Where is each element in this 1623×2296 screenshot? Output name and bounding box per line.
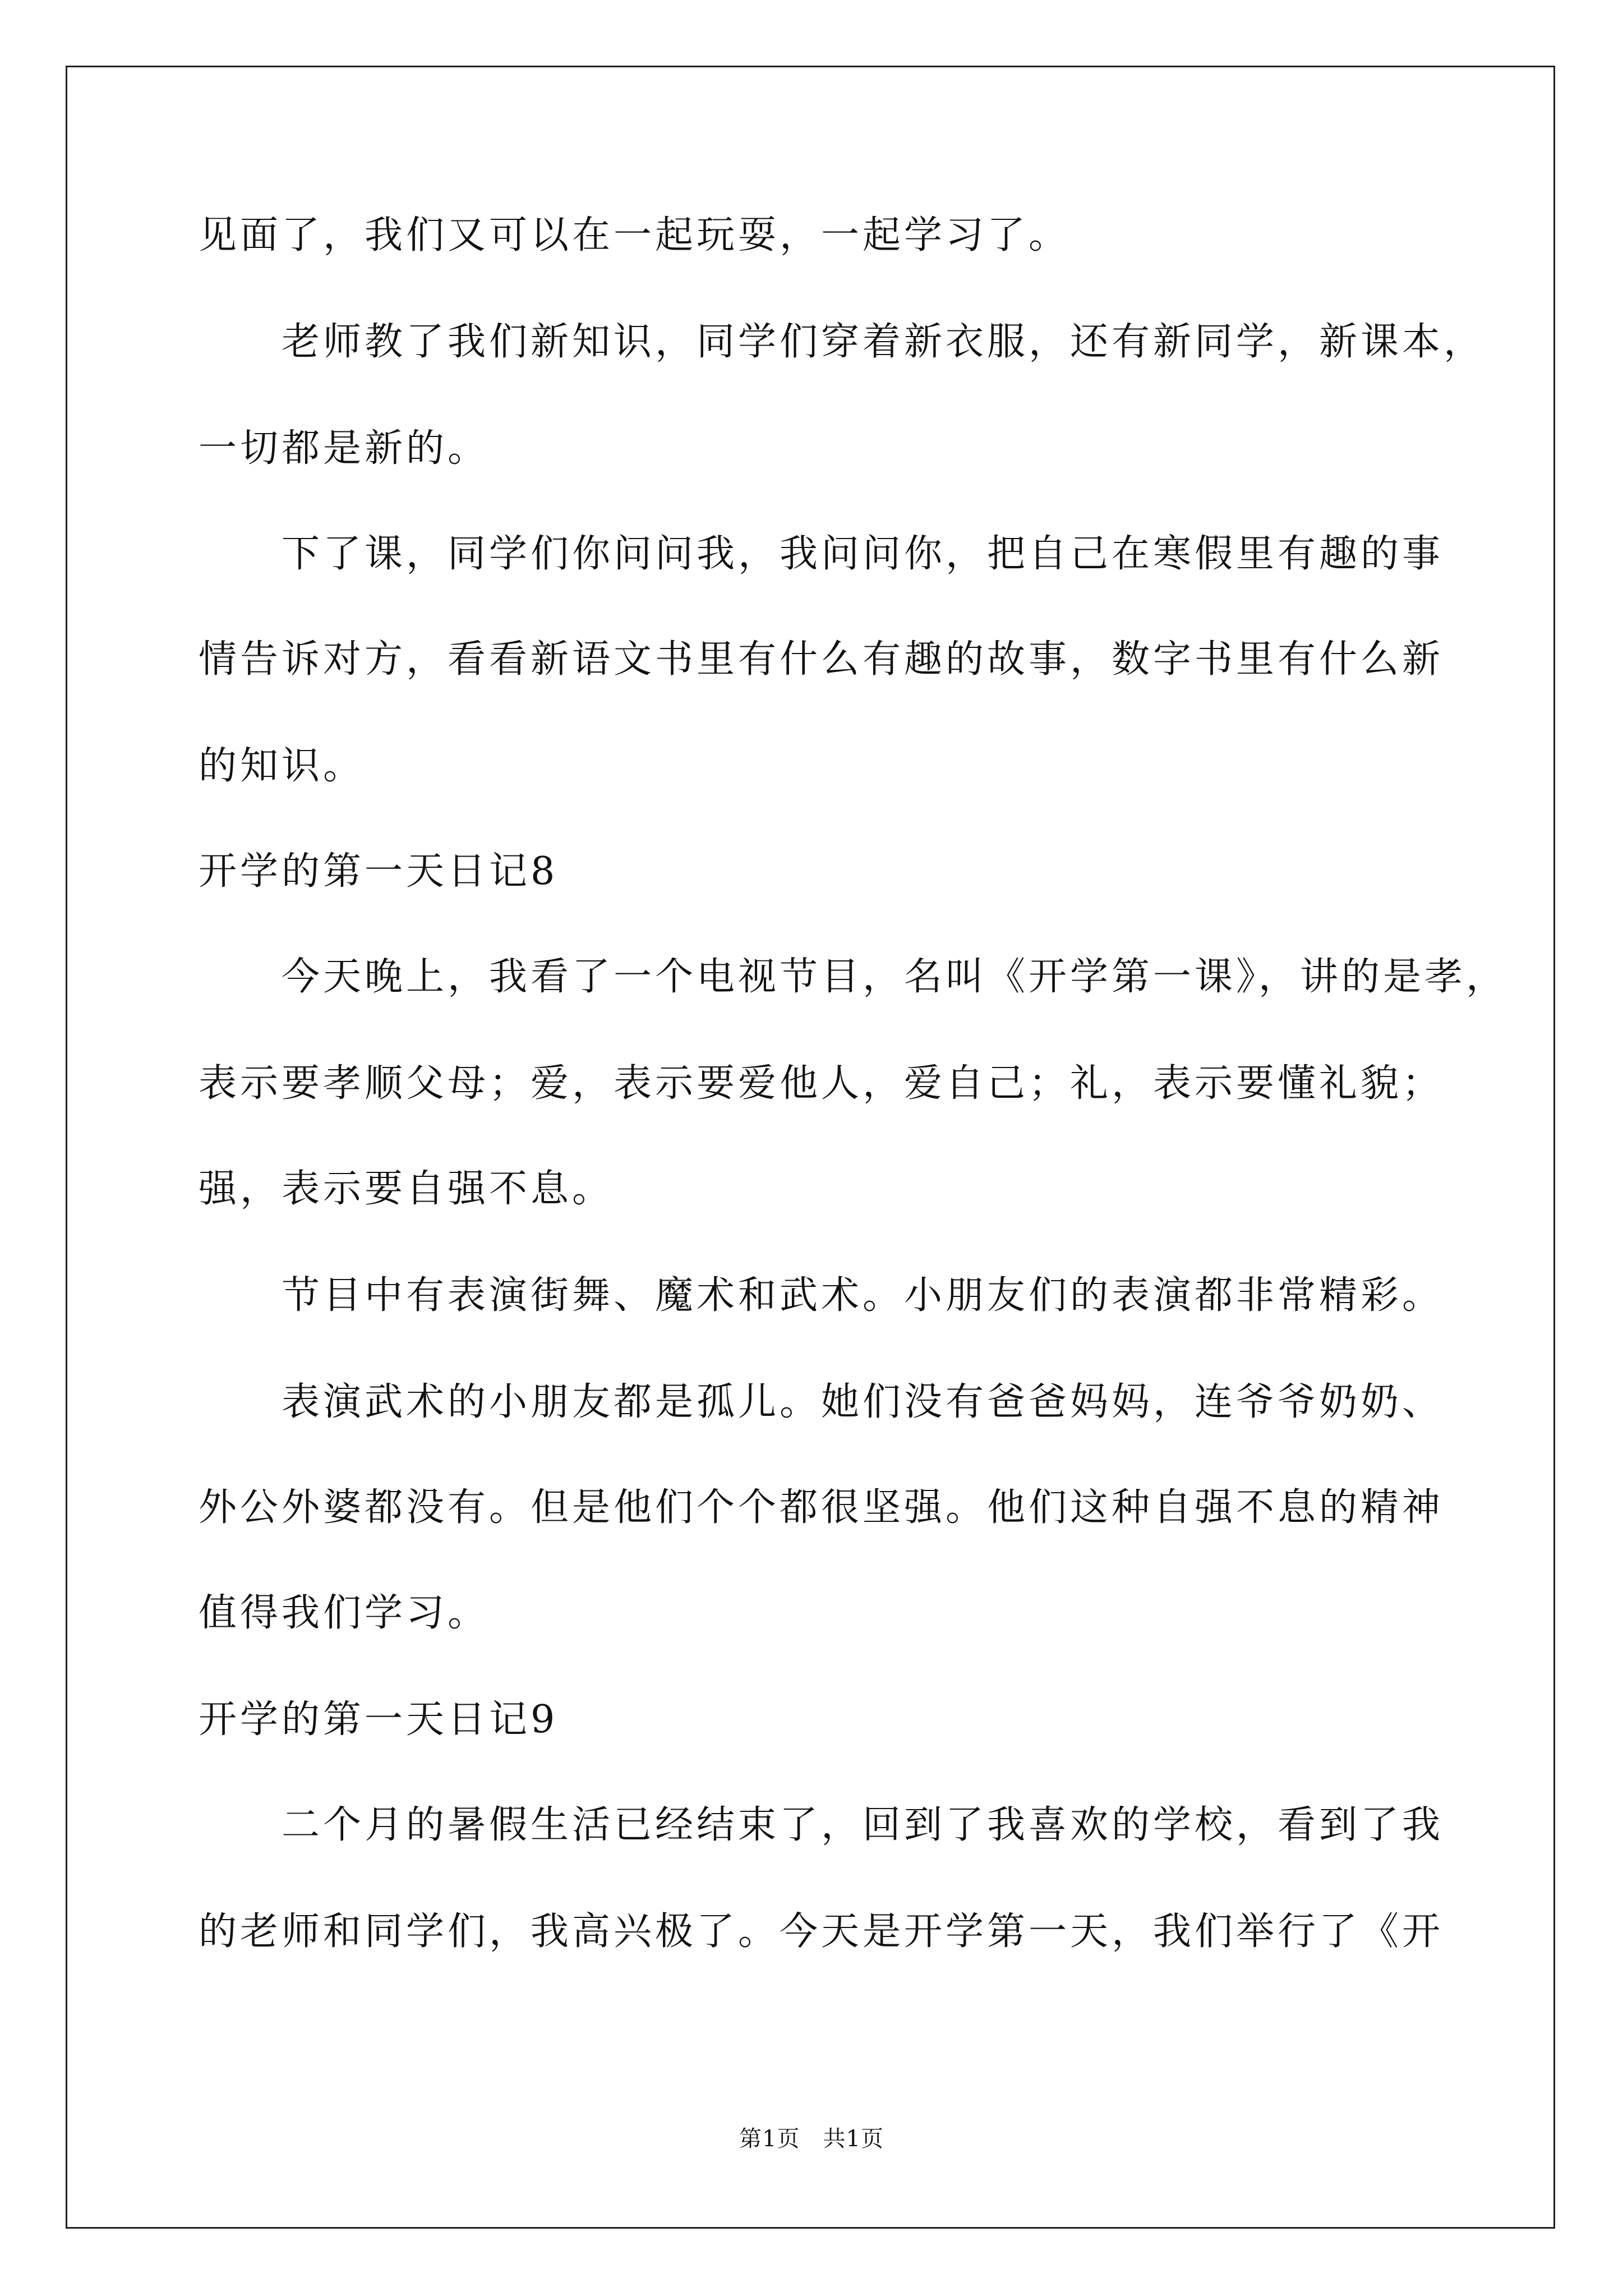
paragraph-line: 的知识。: [199, 744, 365, 788]
page-border: [66, 66, 1555, 2229]
paragraph-line: 老师教了我们新知识，同学们穿着新衣服，还有新同学，新课本，: [282, 320, 1486, 364]
paragraph-line: 节目中有表演街舞、魔术和武术。小朋友们的表演都非常精彩。: [282, 1273, 1444, 1318]
paragraph-line: 情告诉对方，看看新语文书里有什么有趣的故事，数字书里有什么新: [199, 637, 1444, 682]
paragraph-line: 今天晚上，我看了一个电视节目，名叫《开学第一课》，讲的是孝，: [282, 955, 1508, 999]
paragraph-line: 一切都是新的。: [199, 426, 490, 471]
paragraph-line: 表示要孝顺父母；爱，表示要爱他人，爱自己；礼，表示要懂礼貌；: [199, 1061, 1444, 1106]
section-heading: 开学的第一天日记8: [199, 849, 559, 894]
paragraph-line: 强，表示要自强不息。: [199, 1167, 614, 1211]
page-footer: 第1页 共1页: [739, 2126, 884, 2152]
paragraph-line: 见面了，我们又可以在一起玩耍，一起学习了。: [199, 213, 1071, 257]
paragraph-line: 的老师和同学们，我高兴极了。今天是开学第一天，我们举行了《开: [199, 1910, 1444, 1954]
paragraph-line: 二个月的暑假生活已经结束了，回到了我喜欢的学校，看到了我: [282, 1803, 1444, 1847]
paragraph-line: 值得我们学习。: [199, 1591, 490, 1635]
section-heading: 开学的第一天日记9: [199, 1697, 559, 1742]
paragraph-line: 表演武术的小朋友都是孤儿。她们没有爸爸妈妈，连爷爷奶奶、: [282, 1380, 1444, 1424]
paragraph-line: 下了课，同学们你问问我，我问问你，把自己在寒假里有趣的事: [282, 532, 1444, 576]
paragraph-line: 外公外婆都没有。但是他们个个都很坚强。他们这种自强不息的精神: [199, 1485, 1444, 1530]
